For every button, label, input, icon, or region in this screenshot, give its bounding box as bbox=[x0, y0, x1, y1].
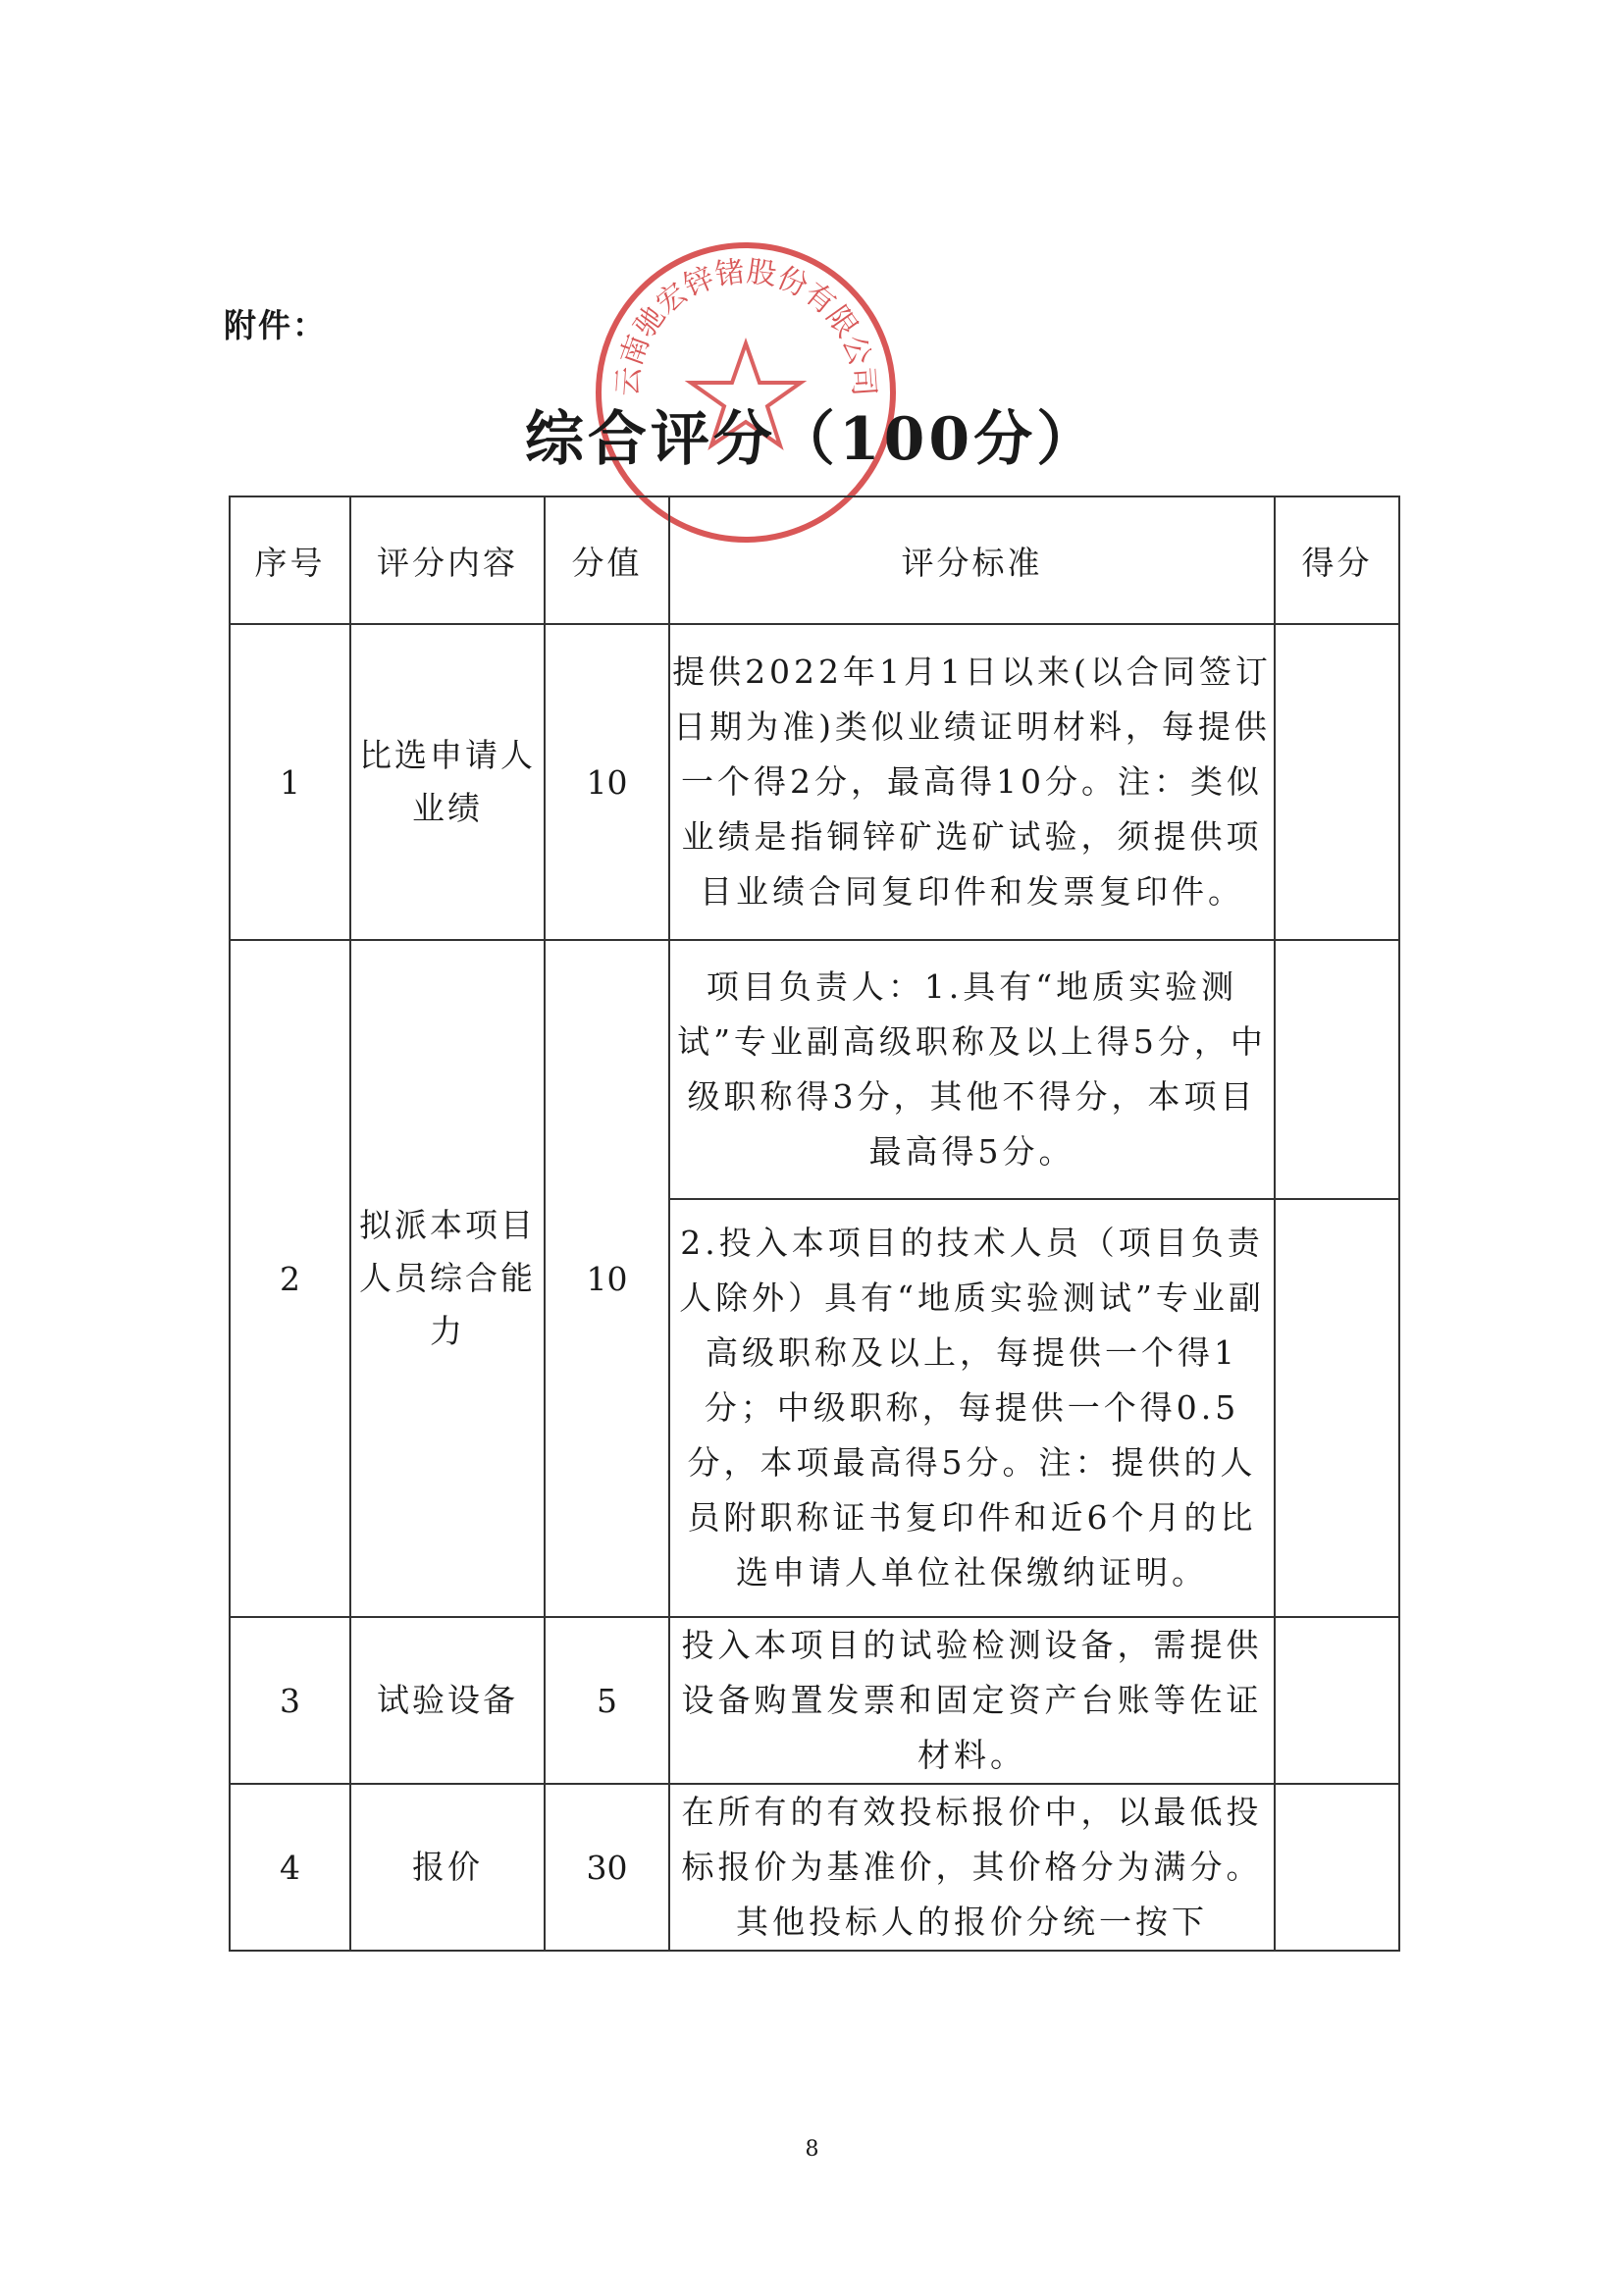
header-index: 序号 bbox=[230, 496, 350, 624]
row-content: 比选申请人业绩 bbox=[350, 624, 545, 940]
row-criteria: 投入本项目的试验检测设备，需提供设备购置发票和固定资产台账等佐证材料。 bbox=[669, 1617, 1275, 1784]
row-value: 30 bbox=[545, 1784, 669, 1951]
row-index: 2 bbox=[230, 940, 350, 1617]
table-row bbox=[230, 1617, 1399, 1784]
table-row bbox=[230, 940, 1399, 1199]
row-value: 5 bbox=[545, 1617, 669, 1784]
table-row bbox=[230, 624, 1399, 940]
header-score: 得分 bbox=[1275, 496, 1399, 624]
row-score-cell bbox=[1275, 1199, 1399, 1617]
page-number: 8 bbox=[805, 2137, 819, 2162]
row-criteria: 在所有的有效投标报价中，以最低投标报价为基准价，其价格分为满分。其他投标人的报价分统一按下 bbox=[669, 1784, 1275, 1951]
header-value: 分值 bbox=[545, 496, 669, 624]
row-score-cell bbox=[1275, 1784, 1399, 1951]
row-score-cell bbox=[1275, 1617, 1399, 1784]
row-criteria: 项目负责人：1.具有“地质实验测试”专业副高级职称及以上得5分，中级职称得3分，其他不得分，本项目最高得5分。 bbox=[669, 940, 1275, 1199]
row-index: 1 bbox=[230, 624, 350, 940]
attachment-label: 附件： bbox=[224, 306, 327, 344]
row-content: 拟派本项目人员综合能力 bbox=[350, 940, 545, 1617]
scoring-table bbox=[229, 496, 1400, 1952]
row-value: 10 bbox=[545, 624, 669, 940]
row-criteria: 2.投入本项目的技术人员（项目负责人除外）具有“地质实验测试”专业副高级职称及以上，每提供一个得1分；中级职称，每提供一个得0.5分，本项最高得5分。注：提供的人员附职称证书复印件和近6个月的比选申请人单位社保缴纳证明。 bbox=[669, 1199, 1275, 1617]
row-index: 4 bbox=[230, 1784, 350, 1951]
table-header-row bbox=[230, 496, 1399, 624]
row-score-cell bbox=[1275, 624, 1399, 940]
header-content: 评分内容 bbox=[350, 496, 545, 624]
document-title: 综合评分（100分） bbox=[524, 405, 1100, 474]
row-content: 试验设备 bbox=[350, 1617, 545, 1784]
row-score-cell bbox=[1275, 940, 1399, 1199]
row-value: 10 bbox=[545, 940, 669, 1617]
seal-text: 云南驰宏锌锗股份有限公司 bbox=[610, 254, 881, 398]
header-criteria: 评分标准 bbox=[669, 496, 1275, 624]
table-row bbox=[230, 1784, 1399, 1951]
row-content: 报价 bbox=[350, 1784, 545, 1951]
row-index: 3 bbox=[230, 1617, 350, 1784]
row-criteria: 提供2022年1月1日以来(以合同签订日期为准)类似业绩证明材料，每提供一个得2分，最高得10分。注：类似业绩是指铜锌矿选矿试验，须提供项目业绩合同复印件和发票复印件。 bbox=[669, 624, 1275, 940]
